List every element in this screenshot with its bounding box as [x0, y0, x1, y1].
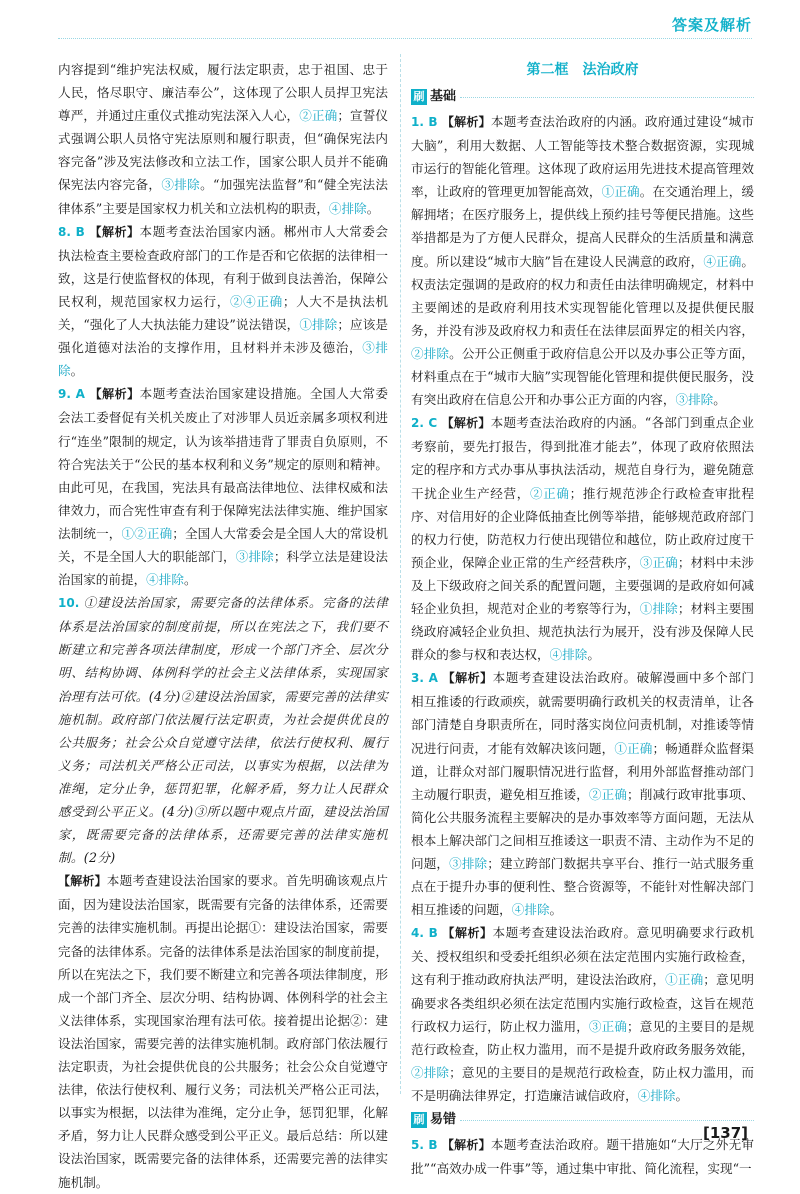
text-run: 。权责法定强调的是政府的权力和责任由法律明确规定，材料中主要阐述的是政府利用技术实现智能化管理以及提供便民服务，并没有涉及政府权力和责任在法律层面界定的相关内容，	[411, 253, 755, 338]
question-number: 9. A	[58, 387, 85, 402]
verdict-mark: ①正确	[601, 184, 640, 200]
text-run: ；全国人大常委会是全国人大的常设机关，不是全国人大的职能部门，	[58, 525, 389, 564]
text-run: 。“加强宪法监督”和“健全宪法法律体系”主要是国家权力机关和立法机构的职责，	[58, 177, 389, 216]
question-1	[411, 110, 754, 411]
header-title: 答案及解析	[671, 16, 752, 34]
analysis-tag: 【解析】	[437, 1138, 491, 1153]
verdict-mark: ④排除	[549, 647, 588, 663]
text-run: ；意见明确要求各类组织必须在法定范围内实施行政检查，这旨在规范行政权力运行，防止权力滥用，	[411, 972, 755, 1034]
text-run: ；宣誓仪式强调公职人员恪守宪法原则和履行职责，但“确保宪法内容完备”涉及宪法修改和立法工作，国家公职人员并不能确保宪法内容完备，	[58, 108, 389, 193]
question-number: 8. B	[58, 224, 85, 239]
text-run: ；科学立法是建设法治国家的前提，	[58, 548, 389, 588]
question-4	[411, 921, 754, 1107]
question-2	[411, 411, 754, 666]
verdict-mark: ②正确	[299, 108, 338, 124]
text-run: 。	[549, 902, 563, 918]
basic-section-bar	[411, 86, 754, 108]
analysis-tag: 【解析】	[437, 115, 491, 129]
section-rule	[460, 97, 754, 98]
text-run: 。	[587, 647, 600, 663]
text-run: ；畅通群众监督渠道，让群众对部门履职情况进行监督，利用外部监督推动部门主动履行职责，避免相互推诿，	[411, 740, 755, 802]
brush-icon: 刷	[411, 89, 427, 105]
verdict-mark: ③排除	[675, 392, 714, 408]
question-10-answer: ①建设法治国家，需要完备的法律体系。完备的法律体系是法治国家的制度前提，所以在宪法之下，我们要不断建立和完善各项法律制度，形成一个部门齐全、层次分明、结构协调、体例科学的社会主义法律体系，实现国家治理有法可依。(4分)②建设法治国家，需要完善的法律实施机制。政府部门依法履行法定职责，为社会提供优良的公共服务；社会公众自觉遵守法律，依法行使权利、履行义务；司法机关严格公正司法，以事实为根据，以法律为准绳，定分止争，惩罚犯罪，化解矛盾，努力让人民群众感受到公平正义。(4分)③所以题中观点片面，建设法治国家，既需要完备的法律体系，还需要完善的法律实施机制。(2分)	[58, 595, 388, 866]
text-run: 本题考查法治政府的内涵。政府通过建设“城市大脑”，利用大数据、人工智能等技术整合数据资源，实现城市运行的智能化管理。这体现了政府运用先进技术提高管理效率，让政府的管理更加智能高效，	[411, 114, 754, 200]
easy-error-section-label: 易错	[430, 1112, 457, 1128]
text-run: 本题考查法治政府。题干措施如“大厅之外无审批”“高效办成一件事”等，通过集中审批、简化流程，实现“一	[411, 1137, 754, 1177]
question-number: 5. B	[411, 1138, 438, 1153]
text-run: 。	[183, 572, 197, 588]
question-number: 3. A	[411, 671, 438, 686]
verdict-mark: ④排除	[511, 902, 550, 918]
text-run: 本题考查法治国家内涵。郴州市人大常委会执法检查主要检查政府部门的工作是否和它依据的法律相一致，这是行使监督权的体现，有利于做到良法善治，保障公民权利，规范国家权力运行，	[58, 223, 389, 309]
verdict-mark: ④正确	[703, 253, 742, 269]
brush-icon: 刷	[411, 1112, 427, 1128]
verdict-mark: ③排除	[449, 856, 488, 871]
verdict-mark: ②排除	[411, 345, 450, 361]
text-run: ；材料中未涉及上下级政府之间关系的配置问题，主要强调的是政府如何减轻企业负担，规范对企业的考察等行为，	[411, 554, 755, 616]
column-divider	[400, 54, 401, 1094]
text-run: 内容提到“维护宪法权威，履行法定职责，忠于祖国、忠于人民，恪尽职守、廉洁奉公”，这体现了公职人员捍卫宪法尊严，并通过庄重仪式推动宪法深入人心，	[58, 62, 388, 124]
text-run: 本题考查建设法治国家的要求。首先明确该观点片面，因为建设法治国家，既需要有完备的法律体系，还需要完善的法律实施机制。再提出论据①：建设法治国家，需要完备的法律体系。完备的法律体系是法治国家的制度前提，所以在宪法之下，我们要不断建立和完善各项法律制度，形成一个部门齐全、层次分明、结构协调、体例科学的社会主义法律体系，实现国家治理有法可依。接着提出论据②：建设法治国家，需要完善的法律实施机制。政府部门依法履行法定职责，为社会提供优良的公共服务；社会公众自觉遵守法律，依法行使权利、履行义务；司法机关严格公正司法，以事实为根据，以法律为准绳，定分止争，惩罚犯罪，化解矛盾，努力让人民群众感受到公平正义。最后总结：所以建设法治国家，既需要完备的法律体系，还需要完善的法律实施机制。	[58, 873, 388, 1190]
text-run: ；意见的主要目的是规范行政检查，防止权力滥用，而不是明确法律界定，打造廉洁诚信政府，	[411, 1064, 755, 1103]
text-run: 本题考查法治国家建设措施。全国人大常委会法工委督促有关机关废止了对涉罪人员近亲属多项权利进行“连坐”限制的规定，认为该举措违背了罪责自负原则，不符合宪法关于“公民的基本权利和义务”规定的原则和精神。由此可见，在我国，宪法具有最高法律地位、法律权威和法律效力，而合宪性审查有利于保障宪法法律实施、维护国家法制统一，	[58, 386, 389, 541]
text-run: 。	[675, 1087, 689, 1103]
analysis-tag: 【解析】	[437, 416, 491, 431]
question-3	[411, 666, 754, 921]
verdict-mark: ④排除	[637, 1087, 676, 1103]
question-10-analysis	[58, 869, 388, 1193]
question-number: 1. B	[411, 115, 438, 129]
verdict-mark: ③排除	[235, 548, 274, 564]
page-number: [137]	[702, 1124, 748, 1142]
verdict-mark: ①排除	[639, 600, 678, 616]
text-run: ；应该是强化道德对法治的支撑作用，且材料并未涉及德治，	[58, 317, 388, 356]
text-run: ；人大不是执法机关，“强化了人大执法能力建设”说法错误，	[58, 293, 389, 333]
header-rule	[58, 38, 752, 39]
text-run: 本题考查建设法治政府。意见明确要求行政机关、授权组织和受委托组织必须在法定范围内实施行政检查，这有利于推动政府执法严明，建设法治政府，	[411, 925, 754, 988]
q7-continuation	[58, 58, 388, 220]
question-number: 4. B	[411, 926, 438, 941]
text-run: ；意见的主要目的是规范行政检查，防止权力滥用，而不是提升政府政务服务效能，	[411, 1018, 755, 1057]
text-run: 。	[366, 200, 380, 216]
text-run: 。	[713, 392, 726, 408]
section-title: 第二框 法治政府	[526, 62, 639, 78]
verdict-mark: ④排除	[146, 572, 184, 588]
question-9	[58, 382, 388, 591]
text-run: 本题考查法治政府的内涵。“各部门到重点企业考察前，要先打报告，得到批准才能去”，体现了政府依照法定的程序和方式办事从事执法活动，规范自身行为，避免随意干扰企业生产经营，	[411, 415, 754, 501]
right-column	[411, 58, 754, 1180]
verdict-mark: ②正确	[529, 485, 570, 501]
text-run: ；削减行政审批事项、简化公共服务流程主要解决的是办事效率等方面问题，无法从根本上解决部门之间相互推诿这一职责不清、主动作为不足的问题，	[411, 786, 755, 871]
verdict-mark: ①②正确	[121, 525, 173, 541]
analysis-tag: 【解析】	[437, 671, 493, 686]
text-run: ；材料主要围绕政府减轻企业负担、规范执法行为展开，没有涉及保障人民群众的参与权和表达权，	[411, 600, 755, 663]
verdict-mark: ②排除	[411, 1064, 450, 1080]
text-run: 。在交通治理上，缓解拥堵；在医疗服务上，提供线上预约挂号等便民措施。这些举措都是为了方便人民群众，提高人民群众的生活质量和满意度。所以建设“城市大脑”旨在建设人民满意的政府，	[411, 184, 755, 269]
analysis-tag: 【解析】	[84, 224, 140, 239]
question-10	[58, 591, 388, 869]
verdict-mark: ②正确	[588, 786, 628, 802]
text-run: 本题考查建设法治政府。破解漫画中多个部门相互推诿的行政顽疾，就需要明确行政机关的权责清单，让各部门清楚自身职责所在，同时落实岗位问责机制，对推诿等情况进行问责，才能有效解决该问题，	[411, 670, 755, 756]
section-rule	[460, 1120, 754, 1121]
verdict-mark: ③正确	[639, 554, 678, 570]
verdict-mark: ①正确	[614, 740, 653, 756]
verdict-mark: ③排除	[161, 177, 201, 193]
verdict-mark: ②④正确	[229, 293, 283, 309]
analysis-tag: 【解析】	[58, 874, 107, 889]
text-run: 。公开公正侧重于政府信息公开以及办事公正等方面，材料重点在于“城市大脑”实现智能化管理和提供便民服务，没有突出政府在信息公开和办事公正方面的内容，	[411, 345, 755, 408]
verdict-mark: ①排除	[299, 317, 338, 333]
text-run: 。	[70, 363, 84, 379]
analysis-tag: 【解析】	[84, 387, 140, 402]
text-run: ；推行规范涉企行政检查审批程序、对信用好的企业降低抽查比例等举措，能够规范政府部门的权力行使，防范权力行使出现错位和越位，防止政府过度干预企业，保障企业正常的生产经营秩序，	[411, 485, 755, 570]
question-10-number: 10.	[58, 596, 80, 611]
verdict-mark: ④排除	[328, 200, 367, 216]
question-8	[58, 220, 388, 383]
verdict-mark: ③正确	[588, 1018, 628, 1034]
basic-section-label: 基础	[430, 89, 457, 105]
verdict-mark: ①正确	[665, 972, 704, 988]
left-column	[58, 58, 388, 1194]
verdict-mark: ③排除	[58, 340, 389, 379]
text-run: ；建立跨部门数据共享平台、推行一站式服务重点在于提升办事的便利性、整合资源等，不能针对性解决部门相互推诿的问题，	[411, 856, 755, 918]
analysis-tag: 【解析】	[437, 926, 493, 941]
question-number: 2. C	[411, 416, 438, 431]
